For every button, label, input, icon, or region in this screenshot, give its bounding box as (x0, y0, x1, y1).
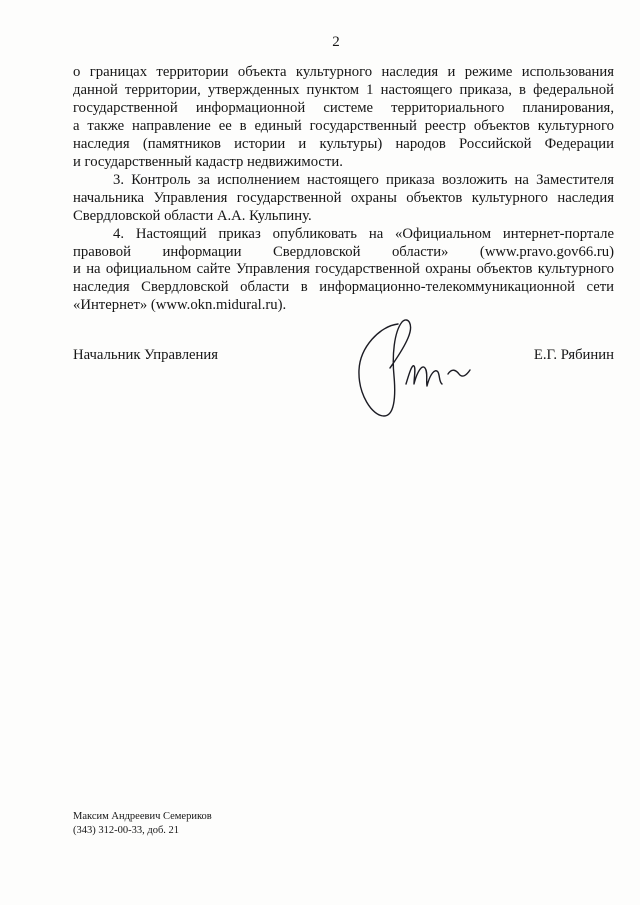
signature-loop-stroke (359, 320, 411, 416)
text-line: государственной информационной системе территориального планирования, (73, 99, 614, 116)
signature-tail-stroke (448, 370, 470, 376)
text-line: начальника Управления государственной охраны объектов культурного наследия (73, 189, 614, 206)
text-line: а также направление ее в единый государственный реестр объектов культурного (73, 117, 614, 134)
executor-contact (73, 810, 212, 838)
signature-letters-stroke (406, 366, 442, 386)
text-line: наследия Свердловской области в информационно-телекоммуникационной сети (73, 279, 614, 296)
signer-name: Е.Г. Рябинин (533, 347, 614, 363)
document-body (73, 64, 614, 315)
text-line: 4. Настоящий приказ опубликовать на «Официальном интернет-портале (113, 225, 614, 242)
text-line: наследия (памятников истории и культуры) народов Российской Федерации (73, 135, 614, 152)
text-line: правовой информации Свердловской области» (www.pravo.gov66.ru) (73, 243, 614, 260)
executor-name: Максим Андреевич Семериков (73, 811, 212, 822)
text-line: и государственный кадастр недвижимости. (73, 153, 343, 170)
text-line: «Интернет» (www.okn.midural.ru). (73, 297, 287, 314)
text-line: о границах территории объекта культурного наследия и режиме использования (73, 64, 614, 80)
handwritten-signature (350, 312, 480, 427)
paragraph (73, 226, 614, 316)
paragraph (73, 172, 614, 226)
text-line: Свердловской области А.А. Кульпину. (73, 207, 312, 224)
page-number: 2 (332, 34, 340, 50)
text-line: данной территории, утвержденных пунктом 1 настоящего приказа, в федеральной (73, 81, 614, 98)
text-line: 3. Контроль за исполнением настоящего приказа возложить на Заместителя (113, 171, 614, 188)
executor-phone: (343) 312-00-33, доб. 21 (73, 825, 180, 836)
paragraph (73, 64, 614, 172)
text-line: и на официальном сайте Управления государственной охраны объектов культурного (73, 261, 614, 278)
signer-position: Начальник Управления (73, 347, 219, 363)
